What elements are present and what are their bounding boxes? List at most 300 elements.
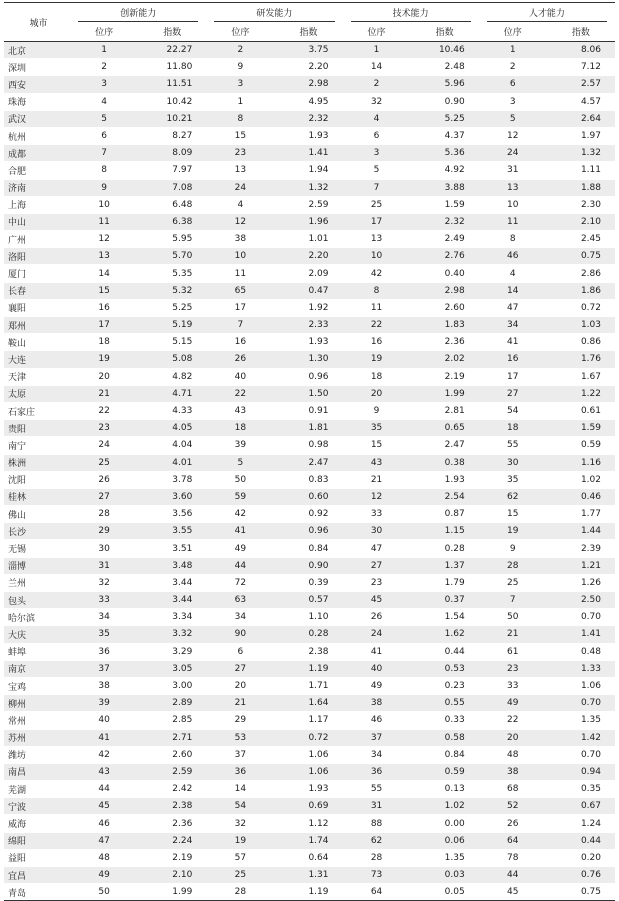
technology-index-cell: 0.87 bbox=[444, 509, 465, 520]
table-row bbox=[4, 93, 615, 110]
table-row bbox=[4, 42, 615, 59]
technology-index-cell: 4.92 bbox=[444, 165, 465, 176]
talent-index-cell: 1.02 bbox=[580, 474, 601, 485]
innovation-rank-cell: 33 bbox=[70, 592, 138, 609]
group-header-rnd: 研发能力 bbox=[206, 3, 342, 23]
technology-rank-cell: 47 bbox=[370, 543, 383, 554]
talent-index-cell: 1.42 bbox=[547, 729, 615, 746]
talent-rank-cell: 45 bbox=[479, 884, 547, 901]
talent-index-cell: 0.61 bbox=[580, 406, 601, 417]
technology-index-cell: 0.84 bbox=[444, 749, 465, 760]
rnd-rank-cell: 65 bbox=[206, 282, 274, 299]
innovation-rank-cell: 3 bbox=[70, 76, 138, 93]
innovation-index-cell: 5.70 bbox=[138, 248, 206, 265]
innovation-rank-cell: 16 bbox=[98, 302, 110, 313]
technology-rank-cell: 3 bbox=[343, 145, 411, 162]
table-row bbox=[4, 506, 615, 523]
table-row bbox=[4, 454, 615, 471]
table-row bbox=[4, 385, 615, 402]
table-row bbox=[4, 248, 615, 265]
technology-rank-cell: 43 bbox=[343, 454, 411, 471]
rnd-index-cell: 0.39 bbox=[308, 577, 329, 588]
technology-rank-cell: 46 bbox=[370, 715, 383, 726]
table-row bbox=[4, 798, 615, 815]
talent-index-cell: 1.77 bbox=[580, 509, 601, 520]
table-row bbox=[4, 213, 615, 230]
table-header bbox=[4, 3, 615, 42]
city-name-cell: 宁波 bbox=[4, 798, 70, 815]
technology-index-cell: 0.13 bbox=[444, 784, 465, 795]
talent-index-cell: 1.11 bbox=[580, 165, 601, 176]
technology-rank-cell: 27 bbox=[343, 557, 411, 574]
technology-rank-cell: 1 bbox=[343, 42, 411, 59]
rnd-index-cell: 3.75 bbox=[274, 42, 342, 59]
table-row bbox=[4, 420, 615, 437]
rnd-index-cell: 2.98 bbox=[274, 76, 342, 93]
city-name-cell: 天津 bbox=[8, 373, 27, 384]
innovation-rank-cell: 8 bbox=[101, 165, 107, 176]
innovation-rank-cell: 44 bbox=[98, 784, 110, 795]
city-name-cell: 兰州 bbox=[8, 579, 27, 590]
technology-rank-cell: 16 bbox=[370, 337, 383, 348]
technology-index-cell: 1.54 bbox=[444, 612, 465, 623]
technology-index-cell: 1.15 bbox=[411, 523, 479, 540]
technology-index-cell: 0.05 bbox=[411, 884, 479, 901]
rnd-rank-cell: 2 bbox=[206, 42, 274, 59]
technology-index-cell: 0.33 bbox=[444, 715, 465, 726]
rnd-index-cell: 0.84 bbox=[308, 543, 329, 554]
talent-index-cell: 0.20 bbox=[580, 852, 601, 863]
innovation-index-cell: 1.99 bbox=[138, 884, 206, 901]
technology-index-cell: 0.03 bbox=[411, 867, 479, 884]
technology-index-cell: 0.58 bbox=[411, 729, 479, 746]
talent-rank-cell: 64 bbox=[479, 832, 547, 849]
talent-index-cell: 2.57 bbox=[547, 76, 615, 93]
technology-index-cell: 0.37 bbox=[411, 592, 479, 609]
rnd-rank-cell: 28 bbox=[206, 884, 274, 901]
talent-rank-cell: 55 bbox=[507, 440, 519, 451]
technology-rank-cell: 13 bbox=[370, 234, 383, 245]
innovation-index-cell: 2.24 bbox=[138, 832, 206, 849]
rank-column-header: 位序 bbox=[343, 22, 411, 42]
innovation-index-cell: 4.04 bbox=[172, 440, 193, 451]
talent-rank-cell: 19 bbox=[479, 523, 547, 540]
technology-rank-cell: 15 bbox=[370, 440, 383, 451]
innovation-rank-cell: 1 bbox=[70, 42, 138, 59]
city-name-cell: 威海 bbox=[8, 820, 27, 831]
table-row bbox=[4, 196, 615, 213]
rnd-index-cell: 2.59 bbox=[308, 199, 329, 210]
technology-rank-cell: 24 bbox=[343, 626, 411, 643]
innovation-index-cell: 4.82 bbox=[172, 371, 193, 382]
innovation-index-cell: 3.48 bbox=[138, 557, 206, 574]
technology-index-cell: 2.19 bbox=[444, 371, 465, 382]
technology-rank-cell: 20 bbox=[343, 385, 411, 402]
city-name-cell: 杭州 bbox=[8, 132, 27, 143]
innovation-index-cell: 8.27 bbox=[172, 131, 193, 142]
rnd-rank-cell: 17 bbox=[234, 302, 247, 313]
talent-index-cell: 2.86 bbox=[580, 268, 601, 279]
group-header-innovation: 创新能力 bbox=[70, 3, 206, 23]
talent-rank-cell: 3 bbox=[509, 96, 516, 107]
talent-rank-cell: 48 bbox=[507, 749, 519, 760]
innovation-index-cell: 10.21 bbox=[138, 110, 206, 127]
city-name-cell: 西安 bbox=[4, 76, 70, 93]
talent-rank-cell: 30 bbox=[479, 454, 547, 471]
technology-rank-cell: 37 bbox=[343, 729, 411, 746]
rnd-index-cell: 0.90 bbox=[274, 557, 342, 574]
city-name-cell: 绵阳 bbox=[4, 832, 70, 849]
talent-rank-cell: 50 bbox=[507, 612, 519, 623]
technology-rank-cell: 64 bbox=[343, 884, 411, 901]
city-name-cell: 南昌 bbox=[4, 763, 70, 780]
technology-rank-cell: 36 bbox=[343, 763, 411, 780]
innovation-rank-cell: 24 bbox=[98, 440, 110, 451]
city-name-cell: 石家庄 bbox=[8, 407, 36, 418]
innovation-rank-cell: 47 bbox=[70, 832, 138, 849]
innovation-rank-cell: 10 bbox=[98, 199, 110, 210]
table-row bbox=[4, 402, 615, 419]
city-name-cell: 常州 bbox=[8, 716, 27, 727]
talent-index-cell: 0.35 bbox=[580, 784, 601, 795]
city-name-cell: 贵阳 bbox=[4, 420, 70, 437]
city-name-cell: 宜昌 bbox=[4, 867, 70, 884]
rnd-index-cell: 1.81 bbox=[274, 420, 342, 437]
technology-rank-cell: 35 bbox=[343, 420, 411, 437]
technology-index-cell: 5.96 bbox=[411, 76, 479, 93]
rnd-index-cell: 1.06 bbox=[274, 763, 342, 780]
talent-rank-cell: 27 bbox=[479, 385, 547, 402]
rnd-rank-cell: 16 bbox=[234, 337, 247, 348]
rnd-rank-cell: 21 bbox=[206, 695, 274, 712]
innovation-index-cell: 5.95 bbox=[172, 234, 193, 245]
innovation-rank-cell: 36 bbox=[98, 646, 110, 657]
table-row bbox=[4, 265, 615, 282]
city-name-cell: 蚌埠 bbox=[8, 648, 27, 659]
innovation-rank-cell: 50 bbox=[70, 884, 138, 901]
technology-index-cell: 3.88 bbox=[411, 179, 479, 196]
talent-rank-cell: 41 bbox=[507, 337, 519, 348]
talent-index-cell: 2.64 bbox=[547, 110, 615, 127]
innovation-index-cell: 5.35 bbox=[172, 268, 193, 279]
city-name-cell: 北京 bbox=[4, 42, 70, 59]
talent-rank-cell: 54 bbox=[507, 406, 519, 417]
innovation-index-cell: 3.51 bbox=[172, 543, 193, 554]
index-column-header: 指数 bbox=[138, 22, 206, 42]
rnd-index-cell: 0.64 bbox=[308, 852, 329, 863]
innovation-rank-cell: 22 bbox=[98, 406, 110, 417]
talent-index-cell: 1.32 bbox=[547, 145, 615, 162]
technology-index-cell: 2.60 bbox=[444, 302, 465, 313]
technology-rank-cell: 11 bbox=[370, 302, 383, 313]
innovation-index-cell: 22.27 bbox=[138, 42, 206, 59]
innovation-index-cell: 4.33 bbox=[172, 406, 193, 417]
rnd-rank-cell: 72 bbox=[234, 577, 247, 588]
talent-rank-cell: 15 bbox=[507, 509, 519, 520]
rnd-rank-cell: 90 bbox=[206, 626, 274, 643]
innovation-rank-cell: 41 bbox=[70, 729, 138, 746]
technology-rank-cell: 9 bbox=[373, 406, 380, 417]
talent-rank-cell: 68 bbox=[507, 784, 519, 795]
talent-rank-cell: 38 bbox=[479, 763, 547, 780]
city-name-cell: 武汉 bbox=[4, 110, 70, 127]
technology-rank-cell: 40 bbox=[343, 660, 411, 677]
innovation-index-cell: 3.29 bbox=[172, 646, 193, 657]
talent-rank-cell: 49 bbox=[479, 695, 547, 712]
talent-index-cell: 0.67 bbox=[547, 798, 615, 815]
technology-index-cell: 1.93 bbox=[444, 474, 465, 485]
innovation-rank-cell: 25 bbox=[70, 454, 138, 471]
rnd-rank-cell: 10 bbox=[206, 248, 274, 265]
rnd-rank-cell: 15 bbox=[234, 131, 247, 142]
table-row bbox=[4, 660, 615, 677]
rnd-index-cell: 1.93 bbox=[308, 337, 329, 348]
talent-rank-cell: 14 bbox=[479, 282, 547, 299]
rnd-rank-cell: 32 bbox=[234, 818, 247, 829]
rnd-rank-cell: 40 bbox=[234, 371, 247, 382]
rnd-index-cell: 2.20 bbox=[274, 248, 342, 265]
technology-index-cell: 1.99 bbox=[411, 385, 479, 402]
innovation-rank-cell: 14 bbox=[98, 268, 110, 279]
technology-index-cell: 0.65 bbox=[411, 420, 479, 437]
rnd-index-cell: 0.57 bbox=[274, 592, 342, 609]
innovation-index-cell: 3.34 bbox=[172, 612, 193, 623]
technology-rank-cell: 23 bbox=[370, 577, 383, 588]
rnd-rank-cell: 24 bbox=[206, 179, 274, 196]
innovation-rank-cell: 40 bbox=[98, 715, 110, 726]
innovation-rank-cell: 13 bbox=[70, 248, 138, 265]
rnd-rank-cell: 13 bbox=[234, 165, 247, 176]
rnd-index-cell: 4.95 bbox=[308, 96, 329, 107]
innovation-rank-cell: 45 bbox=[70, 798, 138, 815]
city-name-cell: 哈尔滨 bbox=[8, 613, 36, 624]
innovation-rank-cell: 11 bbox=[70, 213, 138, 230]
innovation-index-cell: 7.08 bbox=[138, 179, 206, 196]
talent-rank-cell: 7 bbox=[479, 592, 547, 609]
innovation-rank-cell: 19 bbox=[70, 351, 138, 368]
city-name-cell: 芜湖 bbox=[8, 785, 27, 796]
technology-index-cell: 1.83 bbox=[411, 317, 479, 334]
rnd-index-cell: 2.20 bbox=[308, 62, 329, 73]
innovation-index-cell: 2.10 bbox=[138, 867, 206, 884]
technology-index-cell: 0.23 bbox=[444, 681, 465, 692]
rnd-index-cell: 2.38 bbox=[308, 646, 329, 657]
city-capability-table bbox=[4, 2, 615, 901]
table-row bbox=[4, 626, 615, 643]
technology-rank-cell: 26 bbox=[370, 612, 383, 623]
talent-index-cell: 1.41 bbox=[547, 626, 615, 643]
table-body bbox=[4, 42, 615, 901]
talent-index-cell: 1.88 bbox=[547, 179, 615, 196]
talent-index-cell: 0.70 bbox=[580, 749, 601, 760]
innovation-index-cell: 5.32 bbox=[138, 282, 206, 299]
innovation-index-cell: 3.44 bbox=[172, 577, 193, 588]
innovation-rank-cell: 28 bbox=[98, 509, 110, 520]
innovation-index-cell: 5.25 bbox=[172, 302, 193, 313]
city-name-cell: 宝鸡 bbox=[8, 682, 27, 693]
technology-index-cell: 1.79 bbox=[444, 577, 465, 588]
table-row bbox=[4, 884, 615, 901]
table-row bbox=[4, 76, 615, 93]
rnd-rank-cell: 53 bbox=[206, 729, 274, 746]
talent-index-cell: 1.22 bbox=[547, 385, 615, 402]
innovation-rank-cell: 20 bbox=[98, 371, 110, 382]
talent-index-cell: 2.10 bbox=[547, 213, 615, 230]
talent-index-cell: 1.06 bbox=[580, 681, 601, 692]
innovation-index-cell: 2.89 bbox=[138, 695, 206, 712]
rnd-index-cell: 0.98 bbox=[308, 440, 329, 451]
rnd-rank-cell: 42 bbox=[234, 509, 247, 520]
talent-index-cell: 1.03 bbox=[547, 317, 615, 334]
technology-rank-cell: 31 bbox=[343, 798, 411, 815]
rnd-index-cell: 0.91 bbox=[308, 406, 329, 417]
rnd-rank-cell: 54 bbox=[206, 798, 274, 815]
rnd-rank-cell: 50 bbox=[234, 474, 247, 485]
rnd-index-cell: 2.47 bbox=[274, 454, 342, 471]
rnd-index-cell: 1.71 bbox=[308, 681, 329, 692]
rank-column-header: 位序 bbox=[206, 22, 274, 42]
talent-rank-cell: 5 bbox=[479, 110, 547, 127]
rnd-index-cell: 2.33 bbox=[274, 317, 342, 334]
talent-index-cell: 1.26 bbox=[580, 577, 601, 588]
rnd-rank-cell: 39 bbox=[234, 440, 247, 451]
talent-index-cell: 1.24 bbox=[580, 818, 601, 829]
innovation-index-cell: 2.59 bbox=[138, 763, 206, 780]
talent-index-cell: 2.30 bbox=[580, 199, 601, 210]
rnd-rank-cell: 1 bbox=[237, 96, 244, 107]
innovation-rank-cell: 48 bbox=[98, 852, 110, 863]
rnd-index-cell: 1.06 bbox=[308, 749, 329, 760]
city-name-cell: 无锡 bbox=[8, 545, 27, 556]
innovation-index-cell: 7.97 bbox=[172, 165, 193, 176]
talent-index-cell: 0.86 bbox=[580, 337, 601, 348]
technology-index-cell: 2.32 bbox=[411, 213, 479, 230]
technology-index-cell: 2.48 bbox=[444, 62, 465, 73]
talent-rank-cell: 62 bbox=[479, 488, 547, 505]
innovation-index-cell: 3.56 bbox=[172, 509, 193, 520]
talent-index-cell: 1.35 bbox=[580, 715, 601, 726]
table-row bbox=[4, 592, 615, 609]
rnd-index-cell: 1.93 bbox=[308, 784, 329, 795]
talent-index-cell: 2.45 bbox=[580, 234, 601, 245]
city-name-cell: 沈阳 bbox=[8, 476, 27, 487]
talent-index-cell: 0.75 bbox=[547, 248, 615, 265]
innovation-index-cell: 2.42 bbox=[172, 784, 193, 795]
city-name-cell: 长春 bbox=[4, 282, 70, 299]
city-name-cell: 厦门 bbox=[8, 270, 27, 281]
technology-rank-cell: 55 bbox=[370, 784, 383, 795]
talent-index-cell: 1.16 bbox=[547, 454, 615, 471]
table-row bbox=[4, 643, 615, 660]
rnd-rank-cell: 29 bbox=[234, 715, 247, 726]
rnd-index-cell: 0.83 bbox=[308, 474, 329, 485]
rnd-index-cell: 0.72 bbox=[274, 729, 342, 746]
talent-index-cell: 0.46 bbox=[547, 488, 615, 505]
rnd-rank-cell: 49 bbox=[234, 543, 247, 554]
technology-rank-cell: 10 bbox=[343, 248, 411, 265]
technology-rank-cell: 2 bbox=[343, 76, 411, 93]
table-row bbox=[4, 574, 615, 591]
city-name-cell: 济南 bbox=[4, 179, 70, 196]
rnd-rank-cell: 14 bbox=[234, 784, 247, 795]
talent-index-cell: 1.33 bbox=[547, 660, 615, 677]
innovation-rank-cell: 23 bbox=[70, 420, 138, 437]
talent-rank-cell: 28 bbox=[479, 557, 547, 574]
city-name-cell: 襄阳 bbox=[8, 304, 27, 315]
table-row bbox=[4, 557, 615, 574]
technology-index-cell: 0.28 bbox=[444, 543, 465, 554]
talent-index-cell: 2.50 bbox=[547, 592, 615, 609]
technology-index-cell: 2.02 bbox=[411, 351, 479, 368]
talent-rank-cell: 44 bbox=[479, 867, 547, 884]
talent-rank-cell: 1 bbox=[479, 42, 547, 59]
innovation-rank-cell: 31 bbox=[70, 557, 138, 574]
innovation-rank-cell: 6 bbox=[101, 131, 107, 142]
technology-index-cell: 0.90 bbox=[444, 96, 465, 107]
rnd-rank-cell: 11 bbox=[234, 268, 247, 279]
innovation-index-cell: 3.00 bbox=[172, 681, 193, 692]
technology-rank-cell: 22 bbox=[343, 317, 411, 334]
technology-index-cell: 0.44 bbox=[444, 646, 465, 657]
technology-rank-cell: 88 bbox=[370, 818, 383, 829]
rnd-index-cell: 1.64 bbox=[274, 695, 342, 712]
technology-rank-cell: 21 bbox=[370, 474, 383, 485]
rnd-rank-cell: 37 bbox=[234, 749, 247, 760]
innovation-index-cell: 4.01 bbox=[138, 454, 206, 471]
rnd-rank-cell: 36 bbox=[206, 763, 274, 780]
technology-index-cell: 1.35 bbox=[444, 852, 465, 863]
technology-index-cell: 0.59 bbox=[411, 763, 479, 780]
table-row bbox=[4, 299, 615, 316]
table-row bbox=[4, 351, 615, 368]
technology-index-cell: 0.55 bbox=[411, 695, 479, 712]
rnd-rank-cell: 12 bbox=[206, 213, 274, 230]
talent-rank-cell: 78 bbox=[507, 852, 519, 863]
innovation-rank-cell: 18 bbox=[98, 337, 110, 348]
rnd-index-cell: 0.28 bbox=[274, 626, 342, 643]
innovation-rank-cell: 5 bbox=[70, 110, 138, 127]
talent-index-cell: 0.70 bbox=[580, 612, 601, 623]
technology-rank-cell: 32 bbox=[370, 96, 383, 107]
table-row bbox=[4, 127, 615, 144]
table-row bbox=[4, 677, 615, 694]
talent-rank-cell: 12 bbox=[507, 131, 519, 142]
rnd-rank-cell: 6 bbox=[237, 646, 244, 657]
innovation-rank-cell: 2 bbox=[101, 62, 107, 73]
technology-index-cell: 1.62 bbox=[411, 626, 479, 643]
innovation-rank-cell: 32 bbox=[98, 577, 110, 588]
innovation-rank-cell: 9 bbox=[70, 179, 138, 196]
city-name-cell: 淄博 bbox=[4, 557, 70, 574]
technology-index-cell: 2.47 bbox=[444, 440, 465, 451]
technology-rank-cell: 30 bbox=[343, 523, 411, 540]
innovation-index-cell: 2.85 bbox=[172, 715, 193, 726]
table-row bbox=[4, 59, 615, 76]
innovation-rank-cell: 37 bbox=[70, 660, 138, 677]
table-row bbox=[4, 609, 615, 626]
talent-index-cell: 0.94 bbox=[547, 763, 615, 780]
table-row bbox=[4, 231, 615, 248]
table-row bbox=[4, 179, 615, 196]
table-row bbox=[4, 334, 615, 351]
talent-rank-cell: 26 bbox=[507, 818, 519, 829]
technology-index-cell: 5.36 bbox=[411, 145, 479, 162]
talent-rank-cell: 17 bbox=[507, 371, 519, 382]
technology-index-cell: 4.37 bbox=[444, 131, 465, 142]
technology-rank-cell: 5 bbox=[373, 165, 380, 176]
technology-rank-cell: 45 bbox=[343, 592, 411, 609]
talent-rank-cell: 18 bbox=[479, 420, 547, 437]
